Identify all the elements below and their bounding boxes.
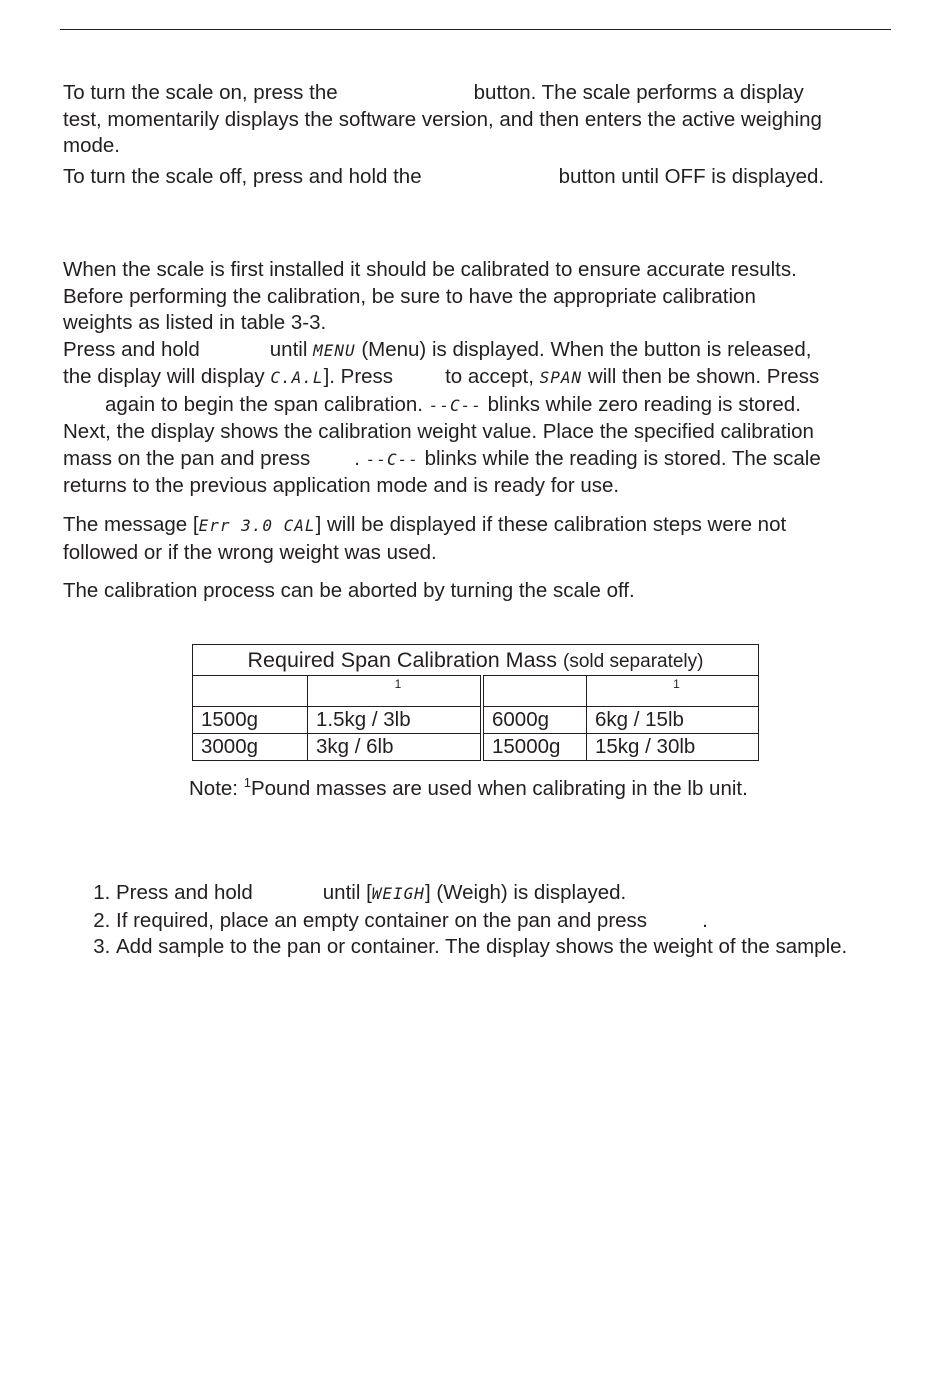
table-row xyxy=(193,734,759,761)
text-span: ] will be displayed if these calibration steps were not xyxy=(315,513,787,536)
table-row xyxy=(193,707,759,734)
text-span: to accept, xyxy=(445,365,534,388)
text-span: If required, place an empty container on the pan and press xyxy=(116,908,648,932)
text-span: will then be shown. Press xyxy=(587,365,820,388)
table-cell: 15000g xyxy=(482,734,587,761)
text-span: button until OFF is displayed. xyxy=(558,165,825,188)
footnote-mark: 1 xyxy=(673,677,680,691)
text-span: mode. xyxy=(63,134,120,157)
list-item xyxy=(116,934,896,961)
text-span: To turn the scale off, press and hold the xyxy=(63,165,422,188)
text-span: ] (Weigh) is displayed. xyxy=(424,881,627,904)
display-error-glyph: Err 3.0 CAL xyxy=(198,516,316,535)
text-span: The message [ xyxy=(63,513,199,536)
table-note xyxy=(189,775,748,801)
text-span: button. The scale performs a display xyxy=(473,81,804,104)
calibration-mass-table xyxy=(192,644,759,761)
power-on-text xyxy=(63,80,893,160)
footnote-mark: 1 xyxy=(394,677,402,691)
text-span: To turn the scale on, press the xyxy=(63,81,338,104)
text-span: again to begin the span calibration. xyxy=(105,392,423,416)
text-span: When the scale is first installed it should be calibrated to ensure accurate results. xyxy=(63,258,797,281)
text-span: until xyxy=(269,337,308,361)
table-cell: 1500g xyxy=(193,707,308,734)
table-cell: 6kg / 15lb xyxy=(587,707,759,734)
error-message-text xyxy=(63,512,893,566)
note-label: Note: xyxy=(189,776,238,800)
table-cell: 3kg / 6lb xyxy=(308,734,483,761)
text-span: (Menu) is displayed. When the button is released, xyxy=(361,337,812,361)
table-header-row xyxy=(193,676,759,707)
text-span: the display will display xyxy=(63,365,265,388)
text-span: Next, the display shows the calibration weight value. Place the specified calibration xyxy=(63,420,814,443)
table-header-cell xyxy=(482,676,587,707)
note-text: Pound masses are used when calibrating in the lb unit. xyxy=(250,776,748,800)
text-span: followed or if the wrong weight was used. xyxy=(63,540,437,564)
table-caption xyxy=(193,645,759,676)
table-cell: 15kg / 30lb xyxy=(587,734,759,761)
table-caption-sub: (sold separately) xyxy=(563,650,704,672)
text-span: until [ xyxy=(322,881,372,904)
list-item xyxy=(116,908,896,935)
header-rule xyxy=(60,29,891,30)
abort-text xyxy=(63,578,893,605)
text-span: Press and hold xyxy=(116,881,253,904)
table-cell: 6000g xyxy=(482,707,587,734)
table-header-cell xyxy=(587,676,759,707)
display-c-glyph: --C-- xyxy=(428,395,482,415)
note-superscript: 1 xyxy=(243,775,251,790)
text-span: test, momentarily displays the software version, and then enters the active weighing xyxy=(63,107,822,131)
text-span: blinks while the reading is stored. The scale xyxy=(424,446,821,470)
text-span: mass on the pan and press xyxy=(63,446,311,470)
text-span: . xyxy=(354,446,360,470)
text-span: blinks while zero reading is stored. xyxy=(487,392,801,416)
text-span: Before performing the calibration, be sure to have the appropriate calibration xyxy=(63,284,756,308)
display-menu-glyph: MENU xyxy=(313,340,356,360)
display-weigh-glyph: WEIGH xyxy=(371,884,425,903)
table-caption-main: Required Span Calibration Mass xyxy=(247,647,558,672)
table-header-cell xyxy=(193,676,308,707)
text-span: The calibration process can be aborted by turning the scale off. xyxy=(63,579,635,602)
display-span-glyph: SPAN xyxy=(539,368,583,387)
text-span: ]. Press xyxy=(323,365,394,388)
weighing-steps-list xyxy=(63,880,896,961)
display-cal-glyph: C.A.L xyxy=(270,368,324,387)
power-off-text xyxy=(63,164,893,191)
text-span: Press and hold xyxy=(63,337,200,361)
table-header-cell xyxy=(308,676,483,707)
list-item xyxy=(116,880,896,908)
table-cell: 1.5kg / 3lb xyxy=(308,707,483,734)
table-cell: 3000g xyxy=(193,734,308,761)
text-span: returns to the previous application mode and is ready for use. xyxy=(63,474,620,497)
text-span: weights as listed in table 3-3. xyxy=(63,311,327,334)
text-span: . xyxy=(702,908,708,932)
text-span: Add sample to the pan or container. The display shows the weight of the sample. xyxy=(116,935,848,958)
calibration-intro xyxy=(63,257,893,500)
table-caption-row xyxy=(193,645,759,676)
display-c-glyph: --C-- xyxy=(365,449,419,469)
